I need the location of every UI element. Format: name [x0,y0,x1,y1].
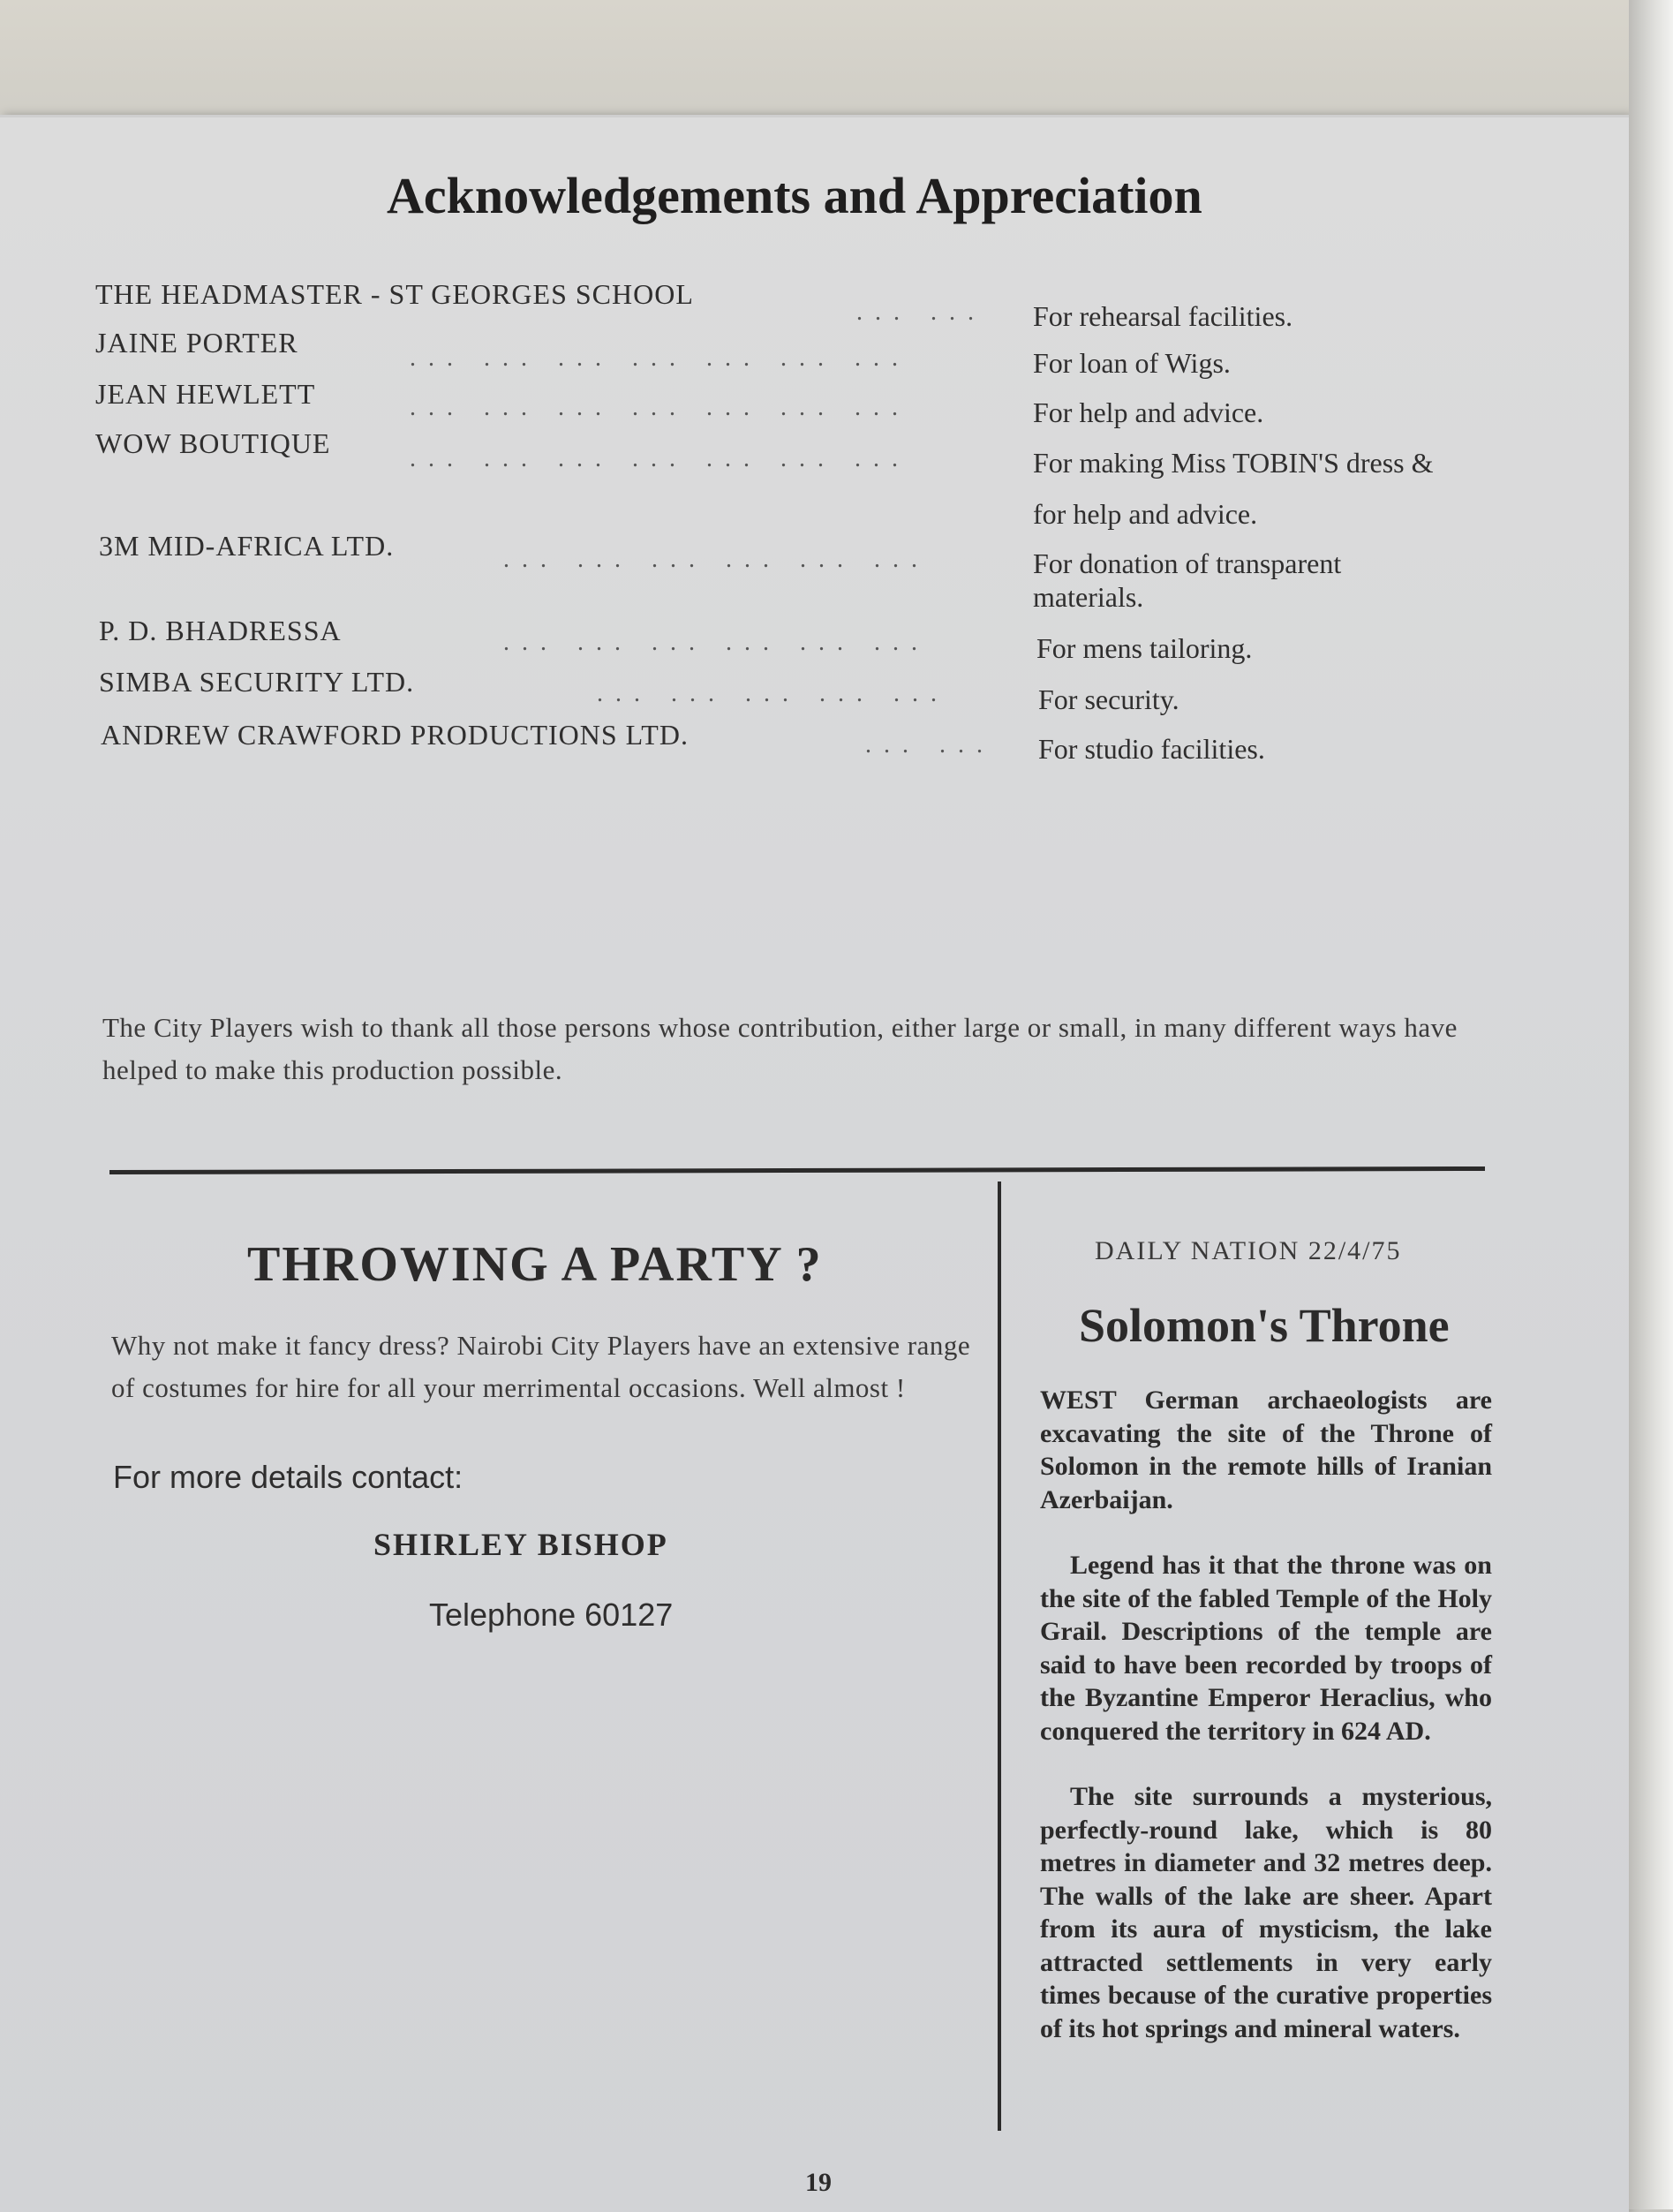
divider-vertical [998,1181,1001,2131]
party-heading: THROWING A PARTY ? [247,1237,823,1292]
ack-entry [0,717,1629,766]
page-number: 19 [805,2168,832,2197]
ack-entry [0,664,1629,713]
ack-description: For loan of Wigs. [1033,347,1231,379]
ack-dots: ... ... ... ... ... ... [503,629,930,656]
news-paragraph: WEST German archaeologists are excavating the site of the Throne of Solomon in the remote hills of Iranian Azerbaijan. [1040,1385,1492,1514]
ack-entry [0,274,1629,332]
ack-name: THE HEADMASTER - ST GEORGES SCHOOL [95,278,694,310]
ack-entry [0,426,1629,530]
news-paragraph: The site surrounds a mysterious, perfectly-round lake, which is 80 metres in diameter and 32 metres deep. The walls of the lake are sheer. Apart from its aura of mysticism, the lake attracted settlements in very early times because of the curative properties of its hot springs and mineral waters. [1040,1782,1492,2043]
ack-entry [0,374,1629,428]
ack-description: For security. [1038,683,1179,715]
party-telephone: Telephone 60127 [429,1597,674,1633]
ack-name: JAINE PORTER [95,327,298,359]
ack-dots: ... ... ... ... ... [597,680,949,707]
ack-description: For studio facilities. [1038,733,1265,765]
news-body [1040,1384,1492,2078]
ack-description-continued: for help and advice. [1033,498,1258,530]
thanks-paragraph: The City Players wish to thank all those persons whose contribution, either large or small, in many different ways have helped to make this production possible. [102,1012,1458,1085]
ack-name: ANDREW CRAWFORD PRODUCTIONS LTD. [101,719,689,751]
ack-dots: ... ... [856,298,986,326]
ack-description: For making Miss TOBIN'S dress & [1033,447,1434,479]
ack-name: 3M MID-AFRICA LTD. [99,530,395,562]
ack-dots: ... ... ... ... ... ... ... [410,344,910,372]
news-paragraph: Legend has it that the throne was on the site of the fabled Temple of the Holy Grail. Descriptions of the temple are said to have been recorded by troops of the Byzantine Emperor Heraclius, who conquered the territory in 624 AD. [1040,1551,1492,1746]
ack-name: P. D. BHADRESSA [99,615,342,646]
ack-dots: ... ... ... ... ... ... [503,546,930,573]
page-title: Acknowledgements and Appreciation [387,167,1202,224]
ack-dots: ... ... ... ... ... ... ... [410,394,910,421]
ack-dots: ... ... [865,731,995,759]
ack-name: SIMBA SECURITY LTD. [99,666,415,698]
ack-entry [0,323,1629,379]
news-source: DAILY NATION 22/4/75 [1095,1236,1402,1265]
ack-dots: ... ... ... ... ... ... ... [410,445,910,472]
page-edge [1629,0,1673,2209]
ack-entry [0,613,1629,662]
ack-name: JEAN HEWLETT [95,378,316,410]
ack-description: For rehearsal facilities. [1033,300,1293,332]
party-body: Why not make it fancy dress? Nairobi City Players have an extensive range of costumes for hire for all your merrimental occasions. Well almost ! [111,1330,971,1403]
ack-description: For donation of transparent [1033,547,1342,579]
party-contact-name: SHIRLEY BISHOP [373,1527,668,1562]
ack-description: For help and advice. [1033,396,1264,428]
ack-description-continued: materials. [1033,581,1144,613]
background-strip [0,0,1673,132]
ack-description: For mens tailoring. [1036,632,1253,664]
ack-name: WOW BOUTIQUE [95,427,331,459]
ack-entry [0,526,1629,613]
news-headline: Solomon's Throne [1079,1299,1450,1352]
party-contact-label: For more details contact: [113,1459,463,1495]
